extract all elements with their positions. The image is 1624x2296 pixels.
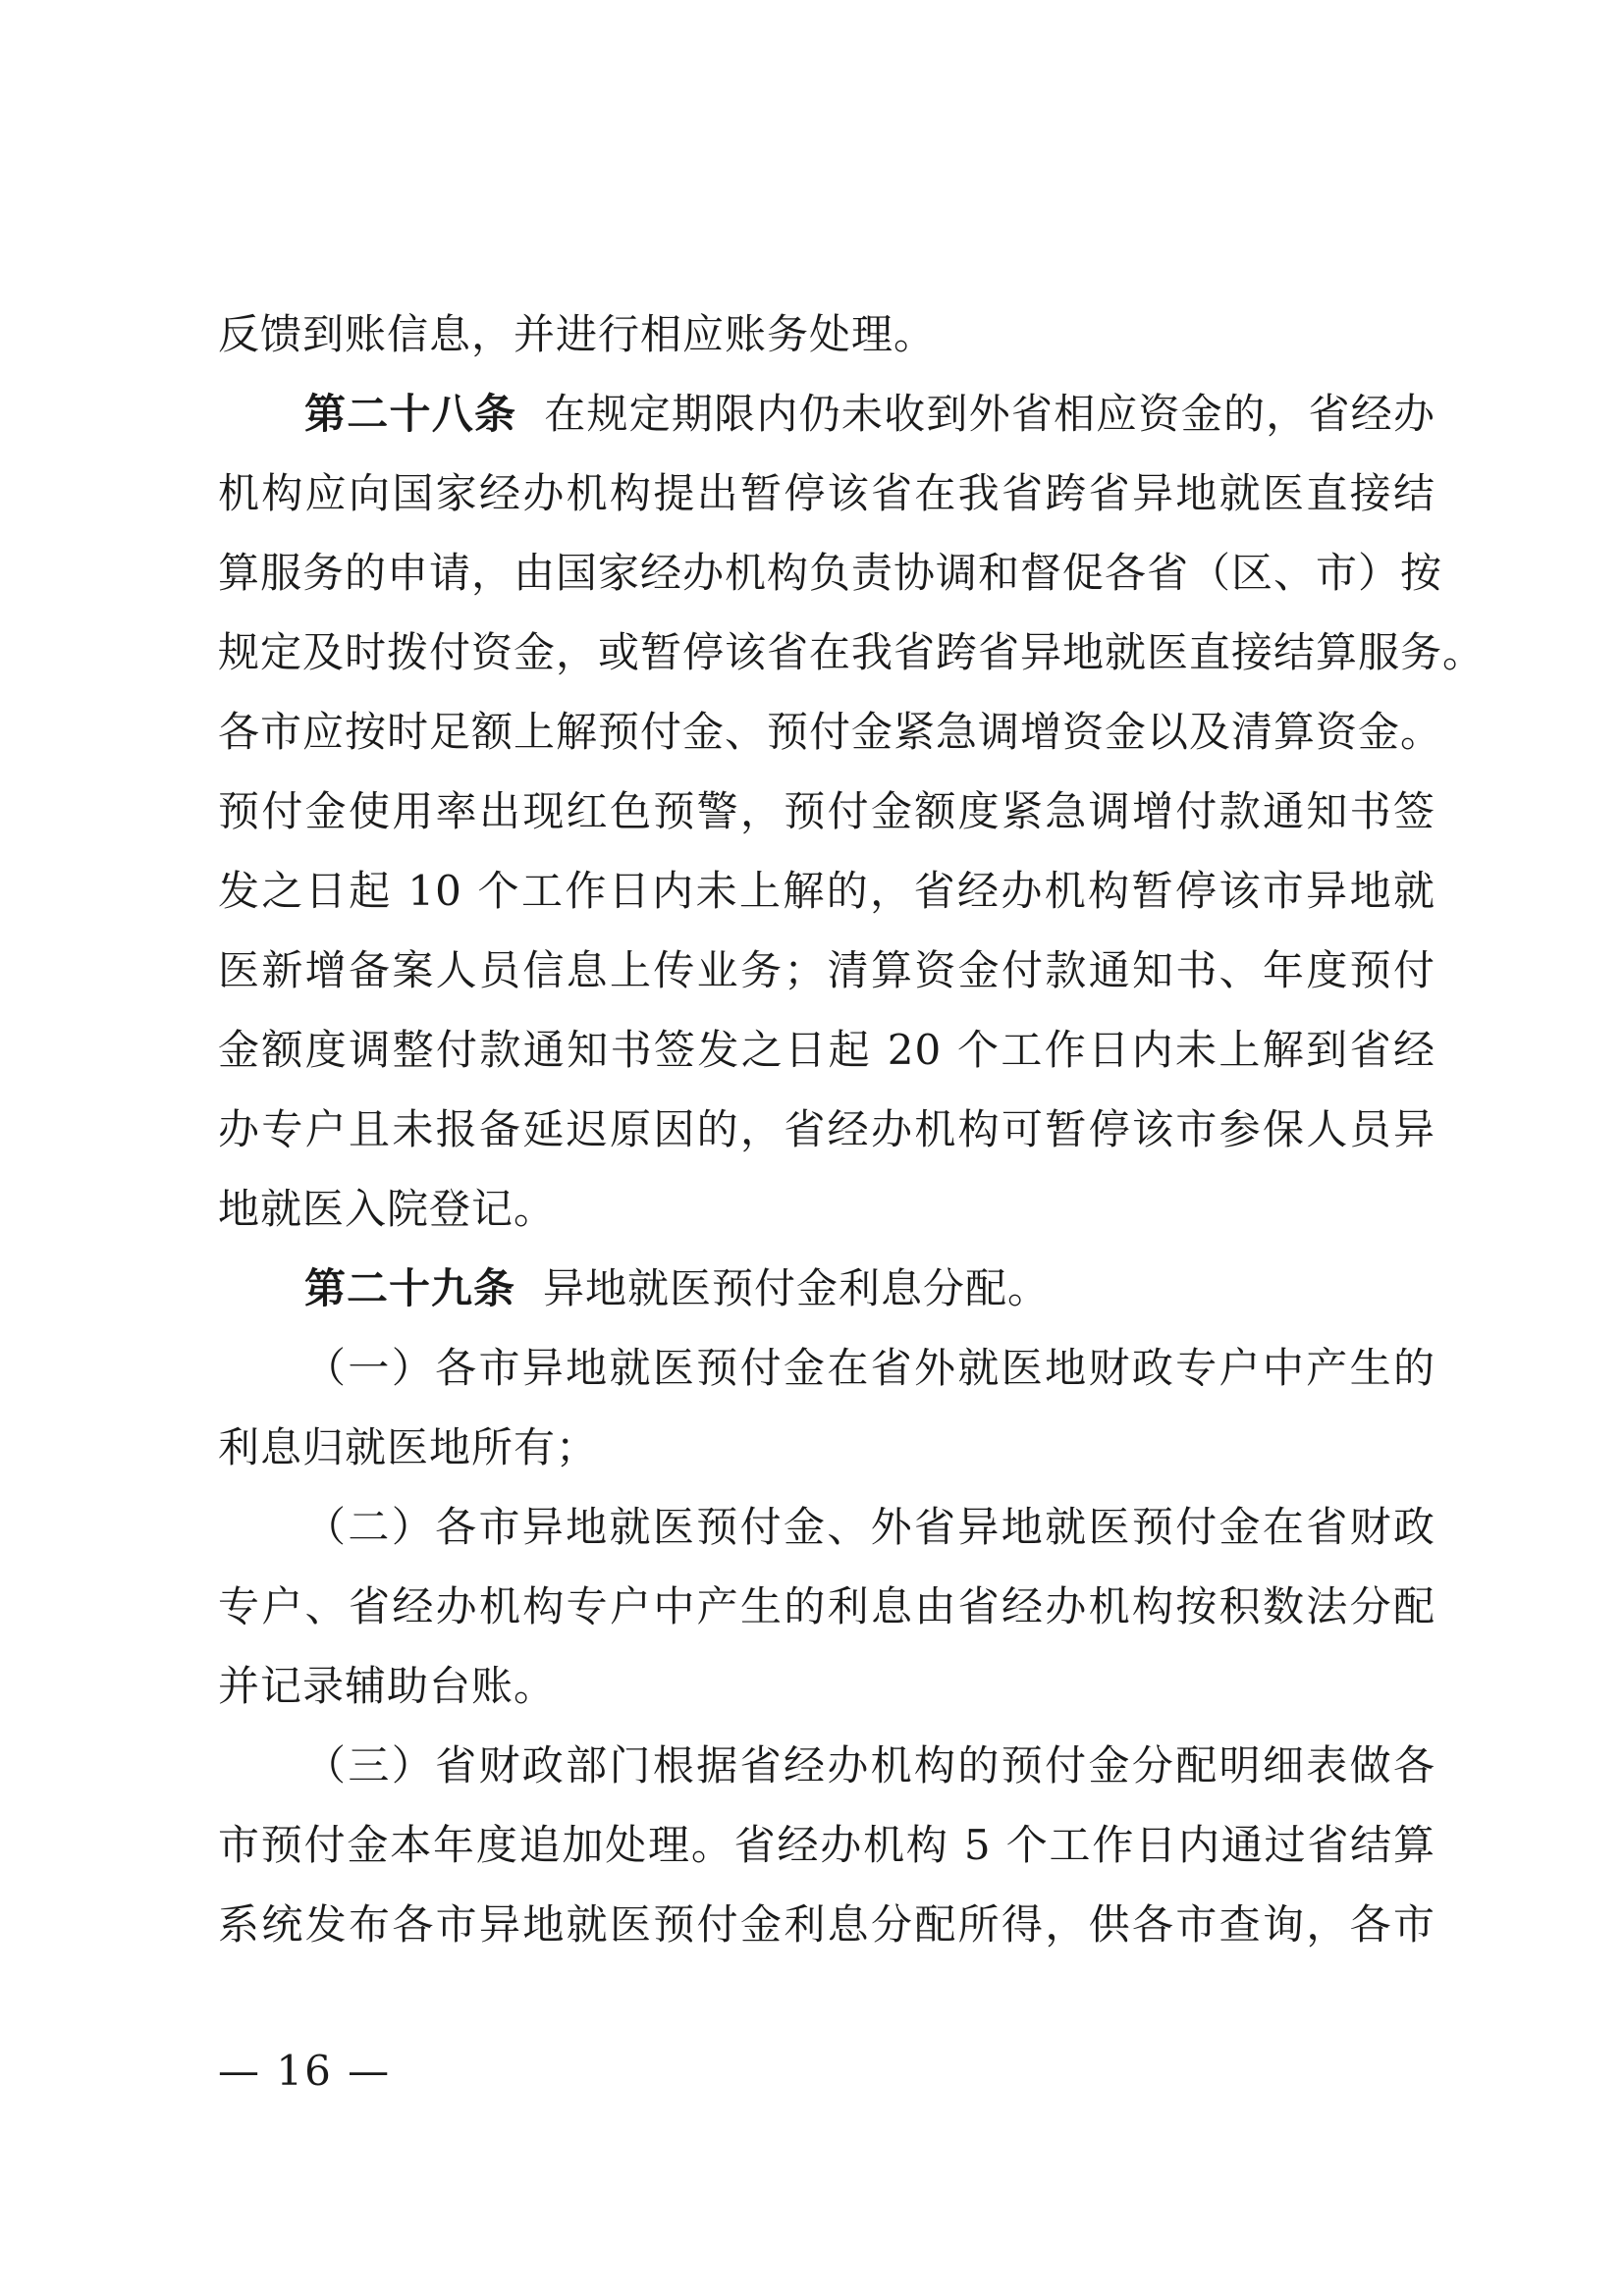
text-line: 办专户且未报备延迟原因的，省经办机构可暂停该市参保人员异 <box>218 1105 1435 1153</box>
text-line: 专户、省经办机构专户中产生的利息由省经办机构按积数法分配 <box>218 1582 1435 1630</box>
page-number: — 16 — <box>218 2047 392 2095</box>
text-line: 反馈到账信息，并进行相应账务处理。 <box>218 310 937 358</box>
article-heading: 第二十八条 <box>304 390 517 438</box>
text-line: 金额度调整付款通知书签发之日起 20 个工作日内未上解到省经 <box>218 1026 1435 1074</box>
body-text <box>218 294 1486 1964</box>
article-28-first-line: 第二十八条 在规定期限内仍未收到外省相应资金的，省经办 <box>304 390 1435 438</box>
text-line: 各市应按时足额上解预付金、预付金紧急调增资金以及清算资金。 <box>218 708 1443 756</box>
text-line: 算服务的申请，由国家经办机构负责协调和督促各省（区、市）按 <box>218 549 1443 597</box>
article-heading: 第二十九条 <box>304 1264 516 1312</box>
text-line: 预付金使用率出现红色预警，预付金额度紧急调增付款通知书签 <box>218 787 1435 835</box>
clause-2-line: （二）各市异地就医预付金、外省异地就医预付金在省财政 <box>304 1503 1435 1551</box>
text-line: 规定及时拨付资金，或暂停该省在我省跨省异地就医直接结算服务。 <box>218 628 1486 676</box>
text-line: 地就医入院登记。 <box>218 1185 557 1233</box>
clause-3-line: （三）省财政部门根据省经办机构的预付金分配明细表做各 <box>304 1741 1435 1789</box>
text-line: 系统发布各市异地就医预付金利息分配所得，供各市查询，各市 <box>218 1900 1435 1949</box>
text-line: 利息归就医地所有； <box>218 1423 599 1471</box>
text-line: 并记录辅助台账。 <box>218 1662 557 1710</box>
text-line: 机构应向国家经办机构提出暂停该省在我省跨省异地就医直接结 <box>218 469 1435 517</box>
text-line: 医新增备案人员信息上传业务；清算资金付款通知书、年度预付 <box>218 946 1435 994</box>
clause-1-line: （一）各市异地就医预付金在省外就医地财政专户中产生的 <box>304 1344 1435 1392</box>
text-line: 发之日起 10 个工作日内未上解的，省经办机构暂停该市异地就 <box>218 867 1435 915</box>
text-line: 市预付金本年度追加处理。省经办机构 5 个工作日内通过省结算 <box>218 1821 1435 1869</box>
article-29-first-line: 第二十九条 异地就医预付金利息分配。 <box>304 1264 1051 1312</box>
